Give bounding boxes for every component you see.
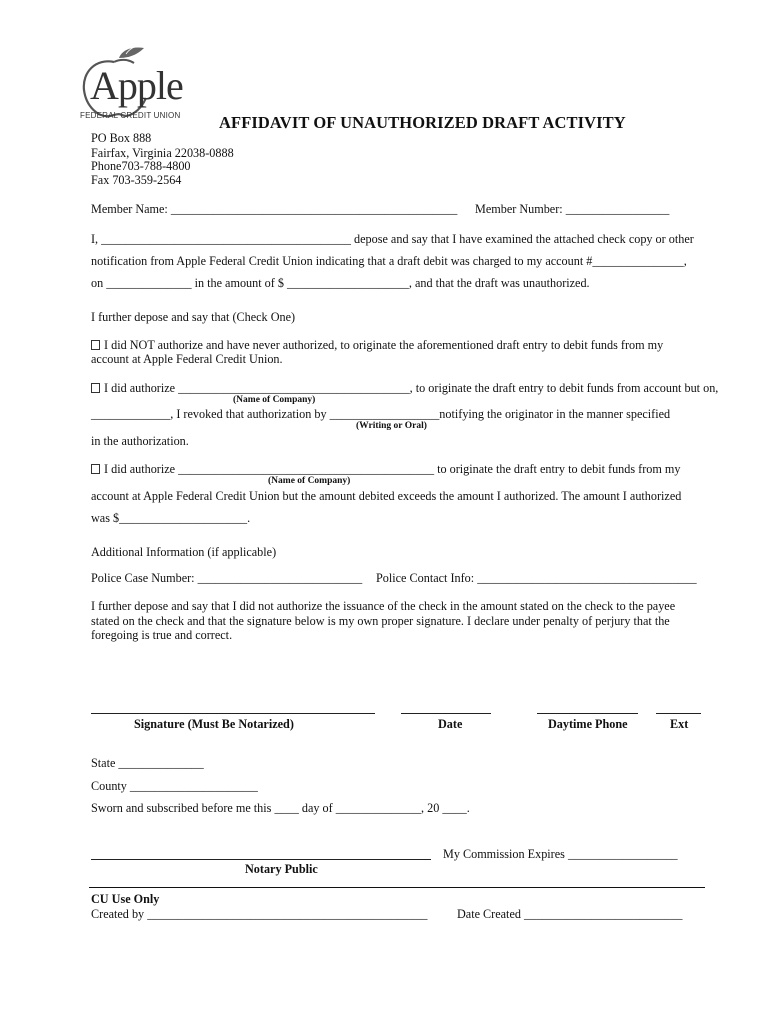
created-by-field[interactable]: ______________________________________________ [147,907,428,921]
police-case-field[interactable]: ___________________________ [197,571,363,585]
address-line-2: Fairfax, Virginia 22038-0888 [91,146,234,160]
member-name-row [91,202,457,216]
member-number-row [475,202,669,216]
checkbox-icon[interactable] [91,464,100,474]
notary-signature-line[interactable] [91,859,431,860]
deposition-text: on [91,276,107,290]
fax-number: Fax 703-359-2564 [91,173,182,187]
created-by-row [91,907,428,921]
option-amount-exceeded-cont: account at Apple Federal Credit Union but the amount debited exceeds the amount I authorized. The amount I authorized [91,489,682,503]
ext-line[interactable] [656,713,701,714]
signature-label: Signature (Must Be Notarized) [134,717,294,731]
option-amount-exceeded[interactable] [91,462,680,476]
police-contact-row [376,571,697,585]
member-name-label: Member Name: [91,202,171,216]
daytime-phone-line[interactable] [537,713,638,714]
address-line-1: PO Box 888 [91,131,152,145]
option-authorized-revoked[interactable] [91,381,718,395]
date-label: Date [438,717,463,731]
police-contact-field[interactable]: ____________________________________ [477,571,697,585]
option-text: I did NOT authorize and have never authorized, to originate the aforementioned draft entry to debit funds from my [104,338,664,352]
checkbox-icon[interactable] [91,383,100,393]
checkbox-icon[interactable] [91,340,100,350]
sworn-statement[interactable]: Sworn and subscribed before me this ____ day of ______________, 20 ____. [91,801,470,815]
member-number-field[interactable]: _________________ [565,202,670,216]
option-not-authorized[interactable] [91,338,663,352]
deposition-text: I, [91,232,102,246]
declaration-line-1: I further depose and say that I did not authorize the issuance of the check in the amount stated on the check to the payee [91,599,676,613]
commission-expires-label: My Commission Expires [443,847,568,861]
declaration-line-3: foregoing is true and correct. [91,628,233,642]
deposition-text: in the amount of $ [191,276,287,290]
created-by-label: Created by [91,907,148,921]
deposition-line-1 [91,232,694,246]
section-divider [89,887,705,888]
logo-wordmark: Apple [90,63,183,108]
check-one-heading: I further depose and say that (Check One) [91,310,296,324]
ext-label: Ext [670,717,689,731]
member-name-field[interactable]: _______________________________________________ [170,202,458,216]
police-case-label: Police Case Number: [91,571,198,585]
draft-date-field[interactable]: ______________ [106,276,192,290]
deposition-line-2[interactable]: notification from Apple Federal Credit Union indicating that a draft debit was charged to my account #_______________, [91,254,687,268]
deposition-text: , and that the draft was unauthorized. [408,276,590,290]
option-authorized-revoked-end: in the authorization. [91,434,189,448]
police-case-row [91,571,362,585]
authorized-amount-field[interactable]: was $_____________________. [91,511,251,525]
draft-amount-field[interactable]: ____________________ [287,276,409,290]
logo-subtitle: FEDERAL CREDIT UNION [80,111,181,120]
additional-info-heading: Additional Information (if applicable) [91,545,277,559]
option-text: I did authorize __________________________________________ to originate the draft entry to debit funds from my [104,462,681,476]
option-not-authorized-cont: account at Apple Federal Credit Union. [91,352,283,366]
option-authorized-revoked-cont[interactable]: _____________, I revoked that authorization by __________________notifying the originator in the manner specified [91,407,671,421]
deponent-name-field[interactable]: _________________________________________ [101,232,351,246]
company-name-caption: (Name of Company) [268,476,351,486]
date-created-field[interactable]: __________________________ [524,907,683,921]
date-created-label: Date Created [457,907,524,921]
member-number-label: Member Number: [475,202,566,216]
county-field[interactable]: County _____________________ [91,779,258,793]
cu-use-only-heading: CU Use Only [91,892,160,906]
option-text: I did authorize ______________________________________, to originate the draft entry to debit funds from account but on, [104,381,719,395]
state-field[interactable]: State ______________ [91,756,204,770]
commission-expires-field[interactable]: __________________ [567,847,678,861]
daytime-phone-label: Daytime Phone [548,717,628,731]
deposition-line-3 [91,276,590,290]
writing-or-oral-caption: (Writing or Oral) [356,421,427,431]
page-title: AFFIDAVIT OF UNAUTHORIZED DRAFT ACTIVITY [219,113,626,132]
date-created-row [457,907,682,921]
declaration-line-2: stated on the check and that the signature below is my own proper signature. I declare under penalty of perjury that the [91,614,670,628]
deposition-text: depose and say that I have examined the attached check copy or other [351,232,694,246]
police-contact-label: Police Contact Info: [376,571,478,585]
notary-public-label: Notary Public [245,862,318,876]
signature-line[interactable] [91,713,375,714]
phone-number: Phone703-788-4800 [91,159,191,173]
company-name-caption: (Name of Company) [233,395,316,405]
date-line[interactable] [401,713,491,714]
commission-expires-row [443,847,678,861]
